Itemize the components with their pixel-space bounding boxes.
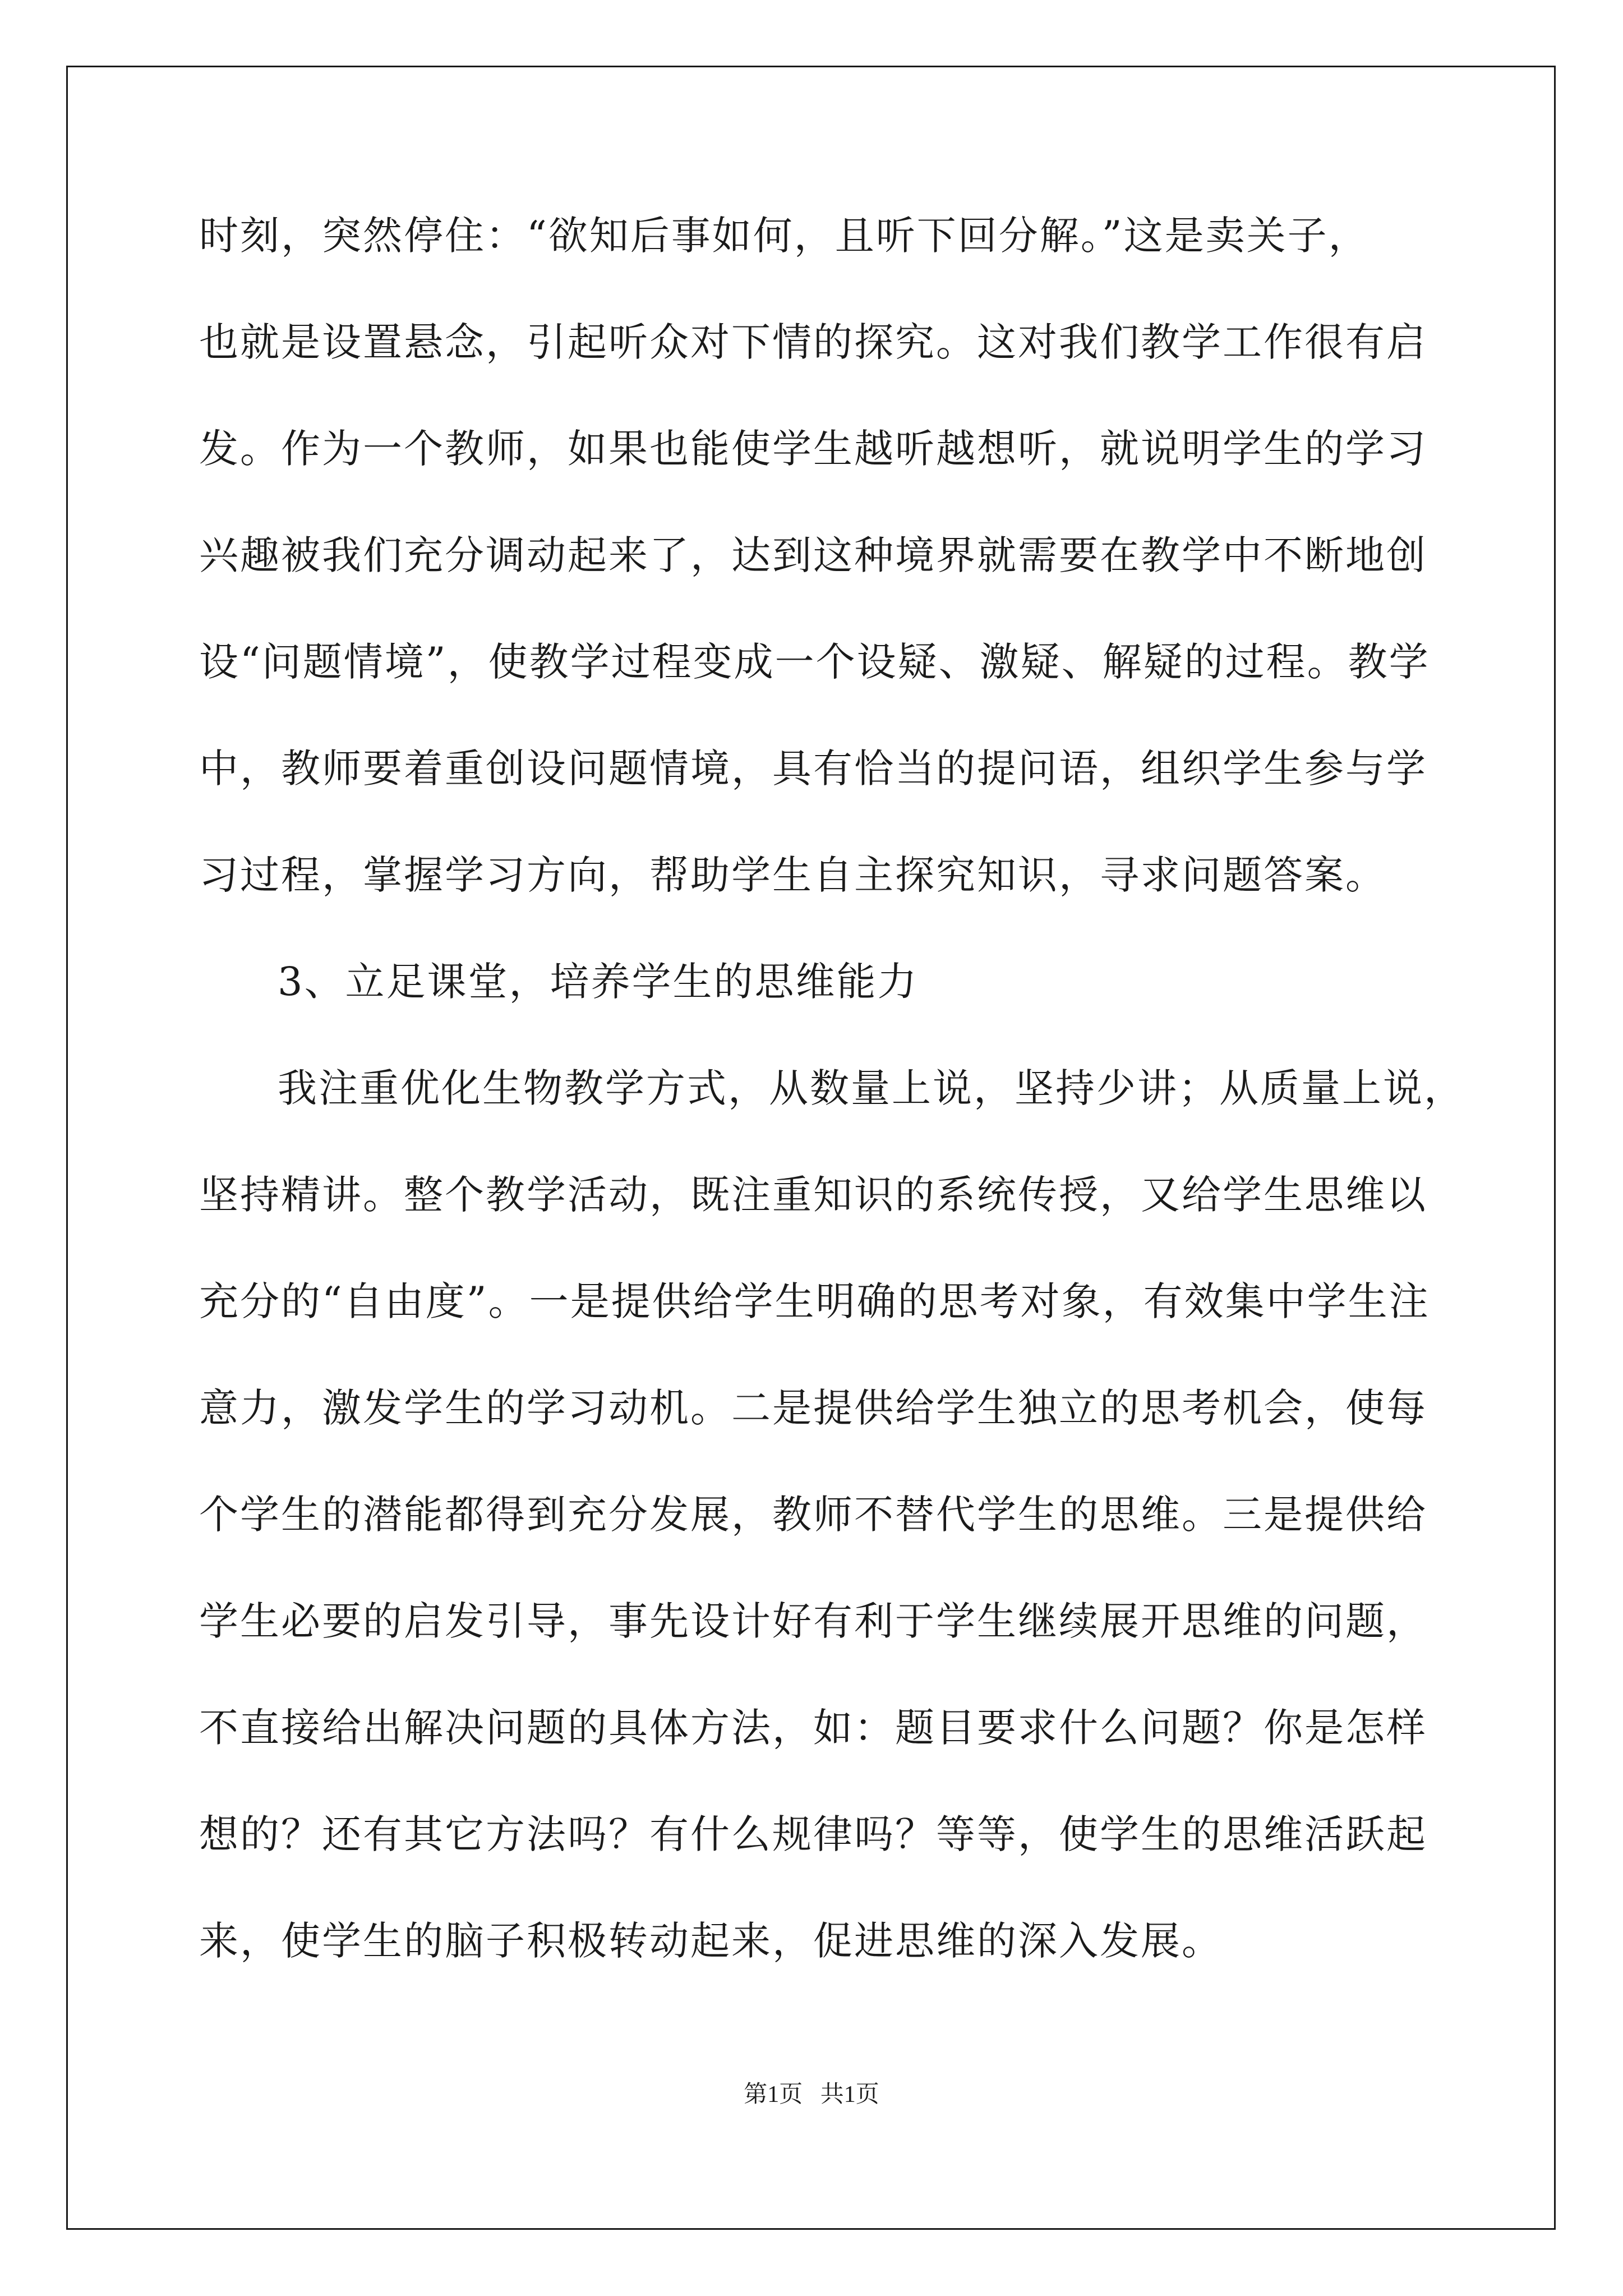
text-line: 我注重优化生物教学方式，从数量上说，坚持少讲；从质量上说， bbox=[278, 1065, 1465, 1111]
text-line: 学生必要的启发引导，事先设计好有利于学生继续展开思维的问题， bbox=[199, 1598, 1427, 1644]
text-line: 时刻，突然停住：“欲知后事如何，且听下回分解。”这是卖关子， bbox=[199, 213, 1370, 259]
text-line: 发。作为一个教师，如果也能使学生越听越想听，就说明学生的学习 bbox=[199, 426, 1427, 472]
text-line: 也就是设置悬念，引起听众对下情的探究。这对我们教学工作很有启 bbox=[199, 319, 1427, 365]
text-line: 设“问题情境”，使教学过程变成一个设疑、激疑、解疑的过程。教学 bbox=[199, 639, 1430, 685]
text-line: 想的？还有其它方法吗？有什么规律吗？等等，使学生的思维活跃起 bbox=[199, 1811, 1427, 1857]
text-line: 不直接给出解决问题的具体方法，如：题目要求什么问题？你是怎样 bbox=[199, 1705, 1427, 1751]
text-line: 中，教师要着重创设问题情境，具有恰当的提问语，组织学生参与学 bbox=[199, 746, 1427, 792]
page-frame bbox=[66, 66, 1556, 2230]
text-line: 个学生的潜能都得到充分发展，教师不替代学生的思维。三是提供给 bbox=[199, 1492, 1427, 1538]
text-line: 习过程，掌握学习方向，帮助学生自主探究知识，寻求问题答案。 bbox=[199, 852, 1386, 898]
page-footer bbox=[0, 2076, 1623, 2109]
page-number: 第1页 共1页 bbox=[744, 2082, 879, 2108]
text-line: 来，使学生的脑子积极转动起来，促进思维的深入发展。 bbox=[199, 1918, 1223, 1964]
text-line: 坚持精讲。整个教学活动，既注重知识的系统传授，又给学生思维以 bbox=[199, 1172, 1427, 1218]
section-heading: 3、立足课堂，培养学生的思维能力 bbox=[278, 959, 919, 1005]
text-line: 充分的“自由度”。一是提供给学生明确的思考对象，有效集中学生注 bbox=[199, 1278, 1430, 1324]
text-line: 意力，激发学生的学习动机。二是提供给学生独立的思考机会，使每 bbox=[199, 1385, 1427, 1431]
text-line: 兴趣被我们充分调动起来了，达到这种境界就需要在教学中不断地创 bbox=[199, 532, 1427, 578]
